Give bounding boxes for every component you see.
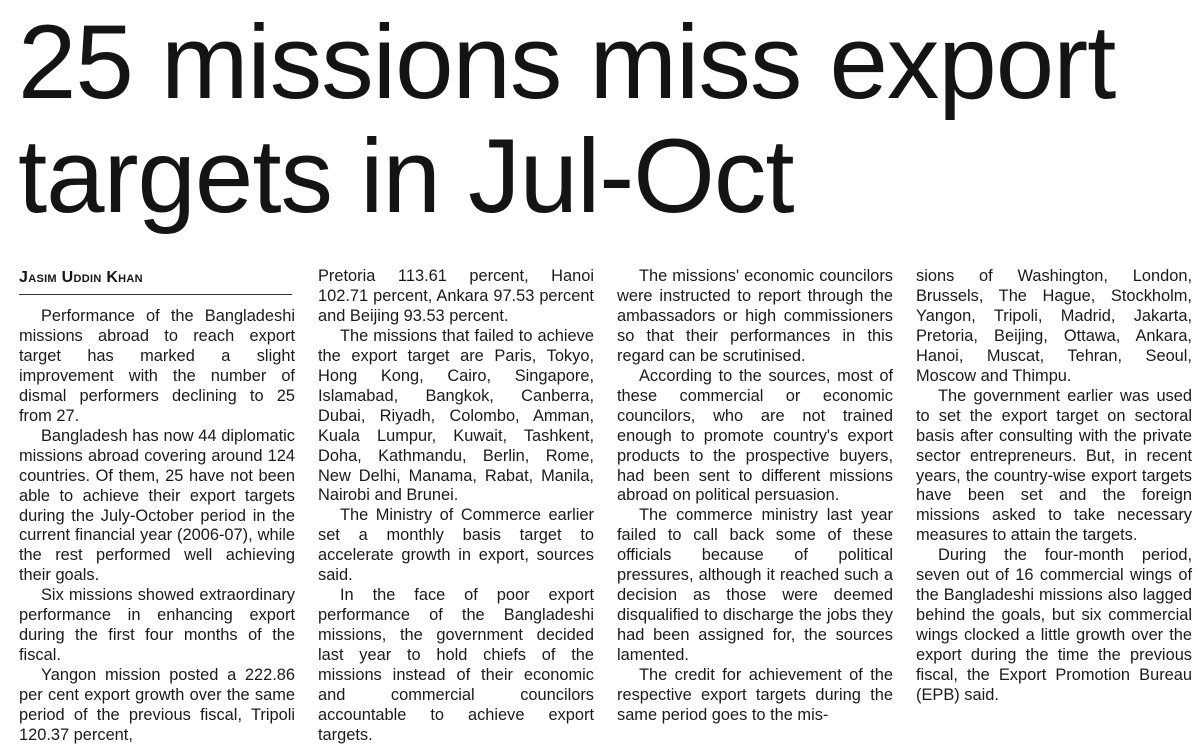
paragraph: Performance of the Bangladeshi missions abroad to reach export target has marked a slight improvement with the number of dismal performers declining to 25 from 27. <box>19 307 295 425</box>
paragraph: The credit for achievement of the respective export targets during the same period goes to the mis- <box>617 666 893 724</box>
paragraph: Pretoria 113.61 percent, Hanoi 102.71 percent, Ankara 97.53 percent and Beijing 93.53 percent. <box>318 267 594 325</box>
paragraph: The commerce ministry last year failed to call back some of these officials because of political pressures, although it reached such a decision as those were deemed disqualified to discharge the jobs they had been assigned for, the sources lamented. <box>617 506 893 665</box>
paragraph: In the face of poor export performance of the Bangladeshi missions, the government decided last year to hold chiefs of the missions instead of their economic and commercial councilors accountable to achieve export targets. <box>318 586 594 744</box>
article-column-2 <box>318 267 594 746</box>
paragraph: The government earlier was used to set the export target on sectoral basis after consulting with the private sector entrepreneurs. But, in recent years, the country-wise export targets have been set and the foreign missions asked to take necessary measures to attain the targets. <box>916 386 1192 545</box>
paragraph: The Ministry of Commerce earlier set a monthly basis target to accelerate growth in export, sources said. <box>318 506 594 585</box>
paragraph: According to the sources, most of these commercial or economic councilors, who are not trained enough to promote country's export products to the prospective buyers, had been sent to different missions abroad on political persuasion. <box>617 366 893 505</box>
paragraph: The missions that failed to achieve the export target are Paris, Tokyo, Hong Kong, Cairo, Singapore, Islamabad, Bangkok, Canberra, Dubai, Riyadh, Colombo, Amman, Kuala Lumpur, Kuwait, Tashkent, Doha, Kathmandu, Berlin, Rome, New Delhi, Manama, Rabat, Manila, Nairobi and Brunei. <box>318 326 594 505</box>
paragraph: sions of Washington, London, Brussels, The Hague, Stockholm, Yangon, Tripoli, Madrid, Jakarta, Pretoria, Beijing, Ottawa, Ankara, Hanoi, Muscat, Tehran, Seoul, Moscow and Thimpu. <box>916 267 1192 385</box>
article-column-1 <box>19 307 295 746</box>
paragraph: The missions' economic councilors were instructed to report through the ambassadors or high commissioners so that their performances in this regard can be scrutinised. <box>617 267 893 365</box>
paragraph: Bangladesh has now 44 diplomatic missions abroad covering around 124 countries. Of them, 25 have not been able to achieve their export targets during the July-October period in the current financial year (2006-07), while the rest performed well achieving their goals. <box>19 426 295 585</box>
headline: 25 missions miss export targets in Jul-Oct <box>18 4 1116 235</box>
byline: Jasim Uddin Khan <box>19 268 292 295</box>
paragraph: During the four-month period, seven out of 16 commercial wings of the Bangladeshi missions also lagged behind the goals, but six commercial wings clocked a little growth over the export during the time the previous fiscal, the Export Promotion Bureau (EPB) said. <box>916 546 1192 705</box>
paragraph: Six missions showed extraordinary performance in enhancing export during the first four months of the fiscal. <box>19 586 295 665</box>
paragraph: Yangon mission posted a 222.86 per cent export growth over the same period of the previous fiscal, Tripoli 120.37 percent, <box>19 666 295 745</box>
article-column-3 <box>617 267 893 726</box>
article-column-4 <box>916 267 1192 706</box>
